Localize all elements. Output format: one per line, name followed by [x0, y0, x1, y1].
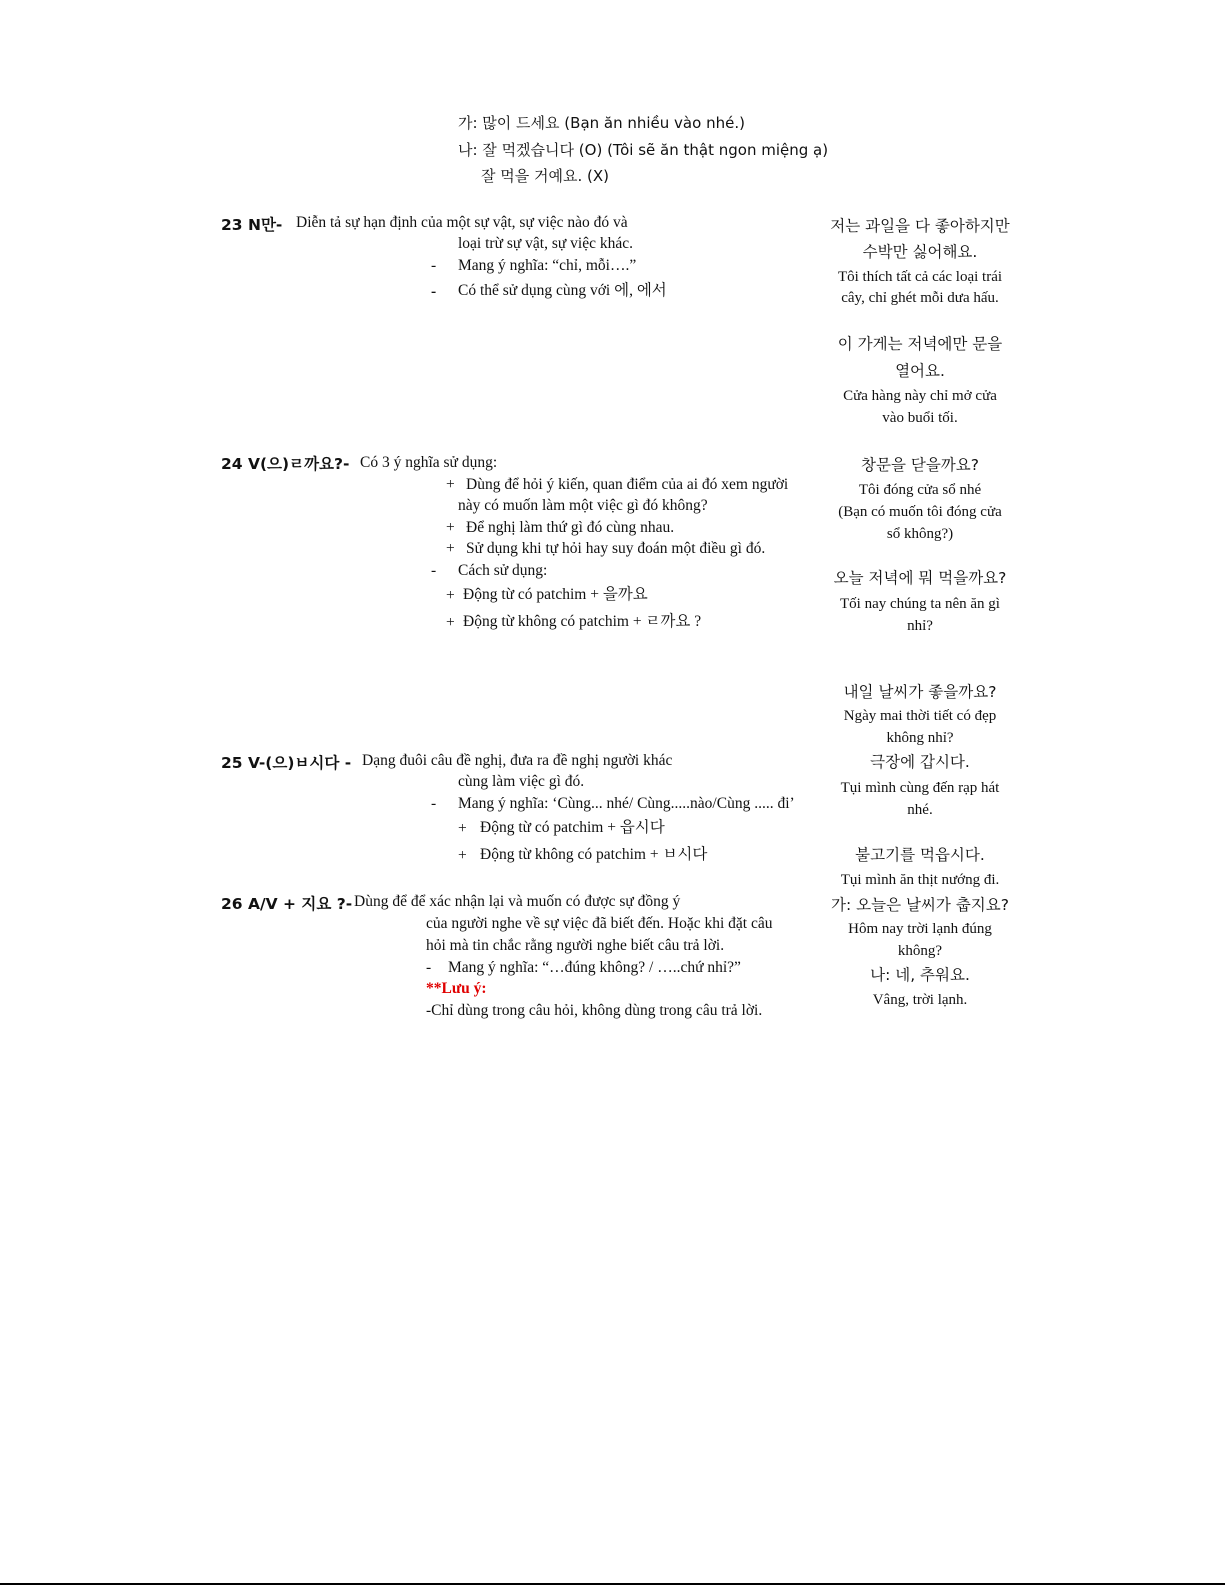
grammar-25-example-1-ko: 극장에 갑시다. [870, 753, 970, 771]
plus-bullet: + [446, 587, 455, 604]
grammar-24-example-3-ko: 내일 날씨가 좋을까요? [843, 683, 997, 701]
grammar-25-example-1-vi: nhé. [907, 802, 933, 818]
grammar-25-heading: 25 V-(으)ㅂ시다 - [221, 754, 352, 772]
grammar-24-example-1-vi: sổ không?) [886, 526, 954, 542]
grammar-26-heading: 26 A/V + 지요 ?- [221, 895, 353, 913]
plus-bullet: + [446, 476, 455, 493]
grammar-24-meaning-1: Dùng để hỏi ý kiến, quan điểm của ai đó xem người [466, 476, 789, 493]
grammar-26-meaning: Mang ý nghĩa: “…đúng không? / …..chứ nhỉ?” [448, 959, 741, 976]
grammar-23-example-1-vi: cây, chỉ ghét mỗi dưa hấu. [841, 290, 999, 306]
grammar-23-usage: Có thể sử dụng cùng với 에, 에서 [458, 282, 667, 299]
grammar-25-meaning: Mang ý nghĩa: ‘Cùng... nhé/ Cùng.....nào/Cùng ..... đi’ [458, 795, 795, 812]
plus-bullet: + [446, 540, 455, 557]
grammar-23-example-1-vi: Tôi thích tất cả các loại trái [837, 269, 1003, 285]
grammar-24-example-2-vi: Tối nay chúng ta nên ăn gì [840, 596, 1000, 612]
grammar-26-example-1-vi: không? [897, 943, 943, 959]
intro-line-3: 잘 먹을 거예요. (X) [481, 167, 609, 185]
grammar-24-example-1-vi: (Bạn có muốn tôi đóng cửa [838, 504, 1002, 520]
grammar-26-desc-1: Dùng để để xác nhận lại và muốn có được sự đồng ý [354, 893, 681, 910]
grammar-24-meaning-2: Để nghị làm thứ gì đó cùng nhau. [466, 519, 675, 536]
grammar-25-desc-1: Dạng đuôi câu đề nghị, đưa ra đề nghị người khác [362, 752, 673, 769]
grammar-26-example-1-ko: 가: 오늘은 날씨가 춥지요? [831, 896, 1009, 914]
grammar-24-example-1-vi: Tôi đóng cửa sổ nhé [858, 482, 982, 498]
grammar-24-meaning-3: Sử dụng khi tự hỏi hay suy đoán một điều gì đó. [466, 540, 766, 557]
grammar-23-meaning: Mang ý nghĩa: “chỉ, mỗi….” [458, 257, 637, 274]
grammar-26-example-2-ko: 나: 네, 추워요. [870, 966, 970, 984]
dash-bullet: - [426, 959, 432, 976]
grammar-25-usage-2: Động từ không có patchim + ㅂ시다 [480, 846, 708, 863]
grammar-23-example-1-ko: 수박만 싫어해요. [862, 243, 978, 261]
plus-bullet: + [446, 519, 455, 536]
grammar-23-example-2-vi: Cửa hàng này chỉ mở cửa [843, 388, 997, 404]
plus-bullet: + [458, 847, 467, 864]
grammar-24-usage-1: Động từ có patchim + 을까요 [463, 586, 648, 603]
grammar-25-desc-2: cùng làm việc gì đó. [458, 773, 585, 790]
grammar-24-usage-2: Động từ không có patchim + ㄹ까요 ? [463, 613, 702, 630]
grammar-23-desc-1: Diễn tả sự hạn định của một sự vật, sự việc nào đó và [296, 214, 628, 231]
grammar-26-note: -Chỉ dùng trong câu hỏi, không dùng trong câu trả lời. [426, 1002, 763, 1019]
grammar-23-desc-2: loại trừ sự vật, sự việc khác. [458, 235, 633, 252]
grammar-24-example-3-vi: không nhỉ? [886, 730, 954, 746]
grammar-24-example-3-vi: Ngày mai thời tiết có đẹp [843, 708, 997, 724]
plus-bullet: + [446, 614, 455, 631]
grammar-24-example-2-ko: 오늘 저녁에 뭐 먹을까요? [833, 569, 1007, 587]
grammar-26-desc-2: của người nghe về sự việc đã biết đến. Hoặc khi đặt câu [426, 915, 773, 932]
dash-bullet: - [431, 283, 437, 300]
grammar-26-desc-3: hỏi mà tin chắc rằng người nghe biết câu trả lời. [426, 937, 725, 954]
grammar-26-example-2-vi: Vâng, trời lạnh. [872, 992, 968, 1008]
intro-line-2: 나: 잘 먹겠습니다 (O) (Tôi sẽ ăn thật ngon miệng ạ) [458, 141, 829, 159]
grammar-23-example-2-vi: vào buổi tối. [882, 410, 958, 426]
grammar-24-meaning-1: này có muốn làm một việc gì đó không? [458, 497, 708, 514]
dash-bullet: - [431, 257, 437, 274]
dash-bullet: - [431, 795, 437, 812]
grammar-25-usage-1: Động từ có patchim + 읍시다 [480, 819, 665, 836]
grammar-24-intro: Có 3 ý nghĩa sử dụng: [360, 454, 498, 471]
grammar-26-example-1-vi: Hôm nay trời lạnh đúng [848, 921, 992, 937]
grammar-24-example-2-vi: nhỉ? [907, 618, 933, 634]
grammar-24-usage-label: Cách sử dụng: [458, 562, 548, 579]
grammar-25-example-2-vi: Tụi mình ăn thịt nướng đi. [840, 872, 1000, 888]
grammar-23-example-2-ko: 열어요. [895, 362, 945, 380]
grammar-25-example-2-ko: 불고기를 먹읍시다. [855, 846, 985, 864]
grammar-23-heading: 23 N만- [221, 216, 283, 234]
intro-line-1: 가: 많이 드세요 (Bạn ăn nhiều vào nhé.) [458, 114, 745, 132]
grammar-25-example-1-vi: Tụi mình cùng đến rạp hát [840, 780, 1000, 796]
grammar-24-heading: 24 V(으)ㄹ까요?- [221, 455, 350, 473]
grammar-24-example-1-ko: 창문을 닫을까요? [861, 456, 979, 474]
grammar-26-note-label: **Lưu ý: [426, 980, 487, 997]
plus-bullet: + [458, 820, 467, 837]
grammar-23-example-2-ko: 이 가게는 저녁에만 문을 [837, 335, 1003, 353]
dash-bullet: - [431, 562, 437, 579]
grammar-23-example-1-ko: 저는 과일을 다 좋아하지만 [830, 217, 1010, 235]
